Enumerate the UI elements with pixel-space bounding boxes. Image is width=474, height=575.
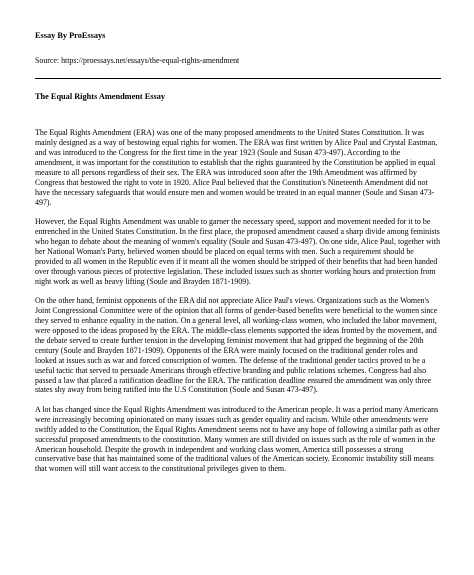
header-divider [35, 78, 441, 79]
essay-title: The Equal Rights Amendment Essay [35, 92, 166, 101]
paragraph: The Equal Rights Amendment (ERA) was one of the many proposed amendments to the United States Constitution. It was mainly designed as a way of bestowing equal rights for women. The ERA was first written by Alice Paul and Crystal Eastman, and was introduced to the Congress for the first time in the year 1923 (Soule and Susan 473-497). According to the amendment, it was important for the constitution to establish that the rights guaranteed by the Constitution be applied in equal measure to all persons regardless of their sex. The ERA was introduced soon after the 19th Amendment was affirmed by Congress that bestowed the right to vote in 1920. Alice Paul believed that the Constitution's Nineteenth Amendment did not have the necessary safeguards that would ensure men and women would be treated in an equal manner (Soule and Susan 473-497). [35, 128, 438, 207]
source-line: Source: https://proessays.net/essays/the-equal-rights-amendment [35, 56, 240, 65]
paragraph: On the other hand, feminist opponents of the ERA did not appreciate Alice Paul's views. Organizations such as the Women's Joint Congressional Committee were of the opinion that all forms of gender-based benefits were beneficial to the women since they served to enhance equality in the nation. On a general level, all working-class women, who included the labor movement, were opposed to the ideas proposed by the ERA. The middle-class elements supported the ideas fronted by the movement, and the debate served to create further tension in the developing feminist movement that had gripped the beginning of the 20th century (Soule and Brayden 1871-1909). Opponents of the ERA were mainly focused on the traditional gender roles and looked at issues such as war and forced conscription of women. The defense of the traditional gender tactics proved to be a useful tactic that served to persuade Americans through effective branding and public relations schemes. Congress had also passed a law that placed a ratification deadline for the ERA. The ratification deadline ensured the amendment was only three states shy away from being ratified into the U.S Constitution (Soule and Susan 473-497). [35, 295, 438, 395]
site-title: Essay By ProEssays [35, 31, 106, 40]
paragraph: A lot has changed since the Equal Rights Amendment was introduced to the American people. It was a period many Americans were increasingly becoming opinionated on many issues such as gender equality and racism. While other amendments were swiftly added to the Constitution, the Equal Rights Amendment seems not to have any hope of following a similar path as other successful proposed amendments to the constitution. Many women are still divided on issues such as the role of women in the American household. Despite the growth in independent and working class women, America still possesses a strong conservative base that has maintained some of the traditional values of the American society. Economic instability still means that women will still want access to the constitutional privileges given to them. [35, 404, 440, 474]
paragraph: However, the Equal Rights Amendment was unable to garner the necessary speed, support and movement needed for it to be entrenched in the United States Constitution. In the first place, the proposed amendment caused a sharp divide among feminists who began to debate about the meaning of women's equality (Soule and Susan 473-497). On one side, Alice Paul, together with her National Woman's Party, believed women should be placed on equal terms with men. Such a requirement should be provided to all women in the Republic even if it meant all the women should be stripped of their benefits that had been handed over through various pieces of protective legislation. These included issues such as shorter working hours and protection from night work as well as heavy lifting (Soule and Brayden 1871-1909). [35, 216, 441, 286]
essay-body [35, 128, 441, 474]
